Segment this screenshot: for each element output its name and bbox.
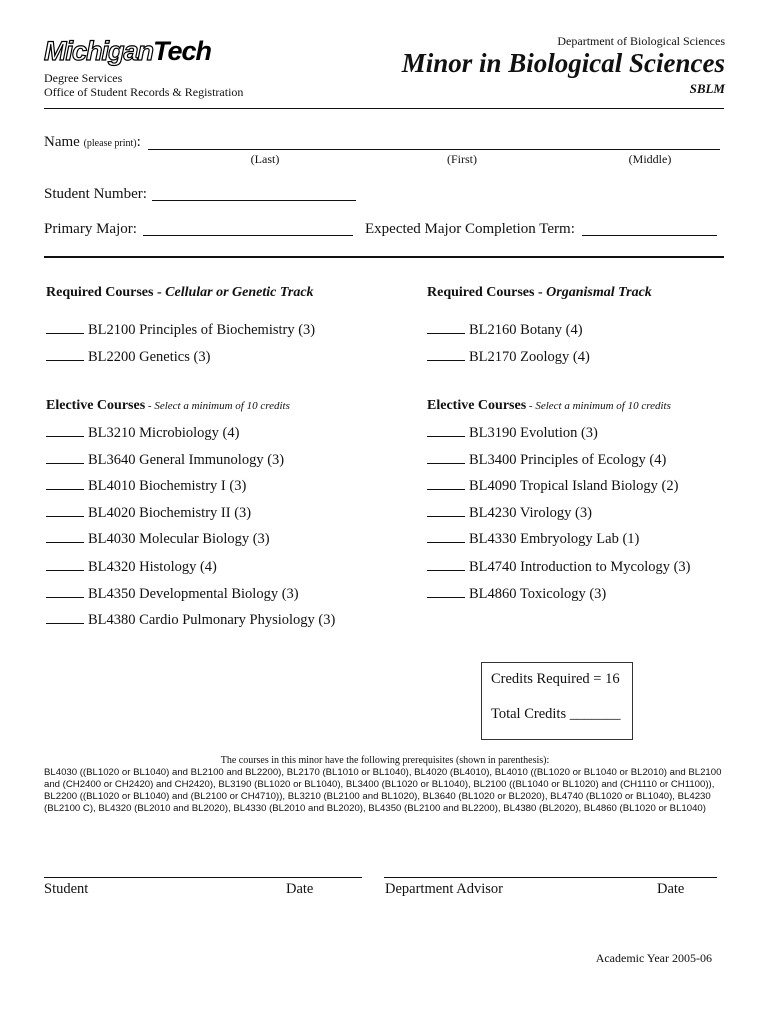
left-required-title: Required Courses - [46, 285, 166, 300]
course-checkbox-blank[interactable] [427, 424, 465, 437]
credits-required: Credits Required = 16 [491, 671, 620, 687]
prereq-heading: The courses in this minor have the following prerequisites (shown in parenthesis): [220, 755, 550, 766]
name-colon: : [136, 134, 141, 150]
course-checkbox-blank[interactable] [427, 451, 465, 464]
michigan-tech-logo [44, 36, 211, 70]
left-required-track: Cellular or Genetic Track [165, 285, 314, 300]
course-checkbox-blank[interactable] [46, 321, 84, 334]
name-field[interactable] [148, 149, 720, 150]
header-divider [44, 108, 724, 109]
course-checkbox-blank[interactable] [46, 451, 84, 464]
department-name: Department of Biological Sciences [557, 34, 725, 48]
course-label: BL3190 Evolution (3) [469, 425, 598, 441]
left-elective-note: - Select a minimum of 10 credits [145, 400, 290, 412]
course-checkbox-blank[interactable] [427, 321, 465, 334]
course-row[interactable] [427, 321, 583, 339]
left-elective-title: Elective Courses [46, 398, 146, 413]
course-checkbox-blank[interactable] [427, 530, 465, 543]
course-row[interactable] [427, 585, 606, 603]
academic-year: Academic Year 2005-06 [595, 951, 712, 965]
program-code: SBLM [689, 81, 725, 96]
course-label: BL4020 Biochemistry II (3) [88, 505, 252, 521]
course-row[interactable] [46, 530, 270, 548]
right-required-title: Required Courses - [427, 285, 547, 300]
student-signature-label: Student [44, 881, 89, 897]
left-required-heading [46, 285, 314, 301]
course-row[interactable] [427, 451, 666, 469]
course-label: BL2200 Genetics (3) [88, 349, 211, 365]
course-checkbox-blank[interactable] [46, 558, 84, 571]
course-label: BL3640 General Immunology (3) [88, 452, 285, 468]
course-label: BL4090 Tropical Island Biology (2) [469, 478, 679, 494]
primary-major-field[interactable] [143, 235, 353, 236]
first-name-caption: (First) [447, 152, 477, 166]
course-checkbox-blank[interactable] [46, 424, 84, 437]
course-row[interactable] [46, 451, 284, 469]
student-date-label: Date [286, 881, 314, 897]
course-checkbox-blank[interactable] [46, 504, 84, 517]
name-label-group [44, 134, 141, 151]
course-row[interactable] [46, 348, 210, 366]
course-row[interactable] [427, 504, 592, 522]
student-number-field[interactable] [152, 200, 356, 201]
course-label: BL4320 Histology (4) [88, 559, 217, 575]
right-elective-note: - Select a minimum of 10 credits [526, 400, 671, 412]
course-row[interactable] [46, 585, 299, 603]
course-checkbox-blank[interactable] [46, 530, 84, 543]
course-row[interactable] [46, 558, 217, 576]
course-checkbox-blank[interactable] [46, 477, 84, 490]
total-credits-field[interactable]: Total Credits _______ [491, 706, 621, 722]
course-label: BL4230 Virology (3) [469, 505, 592, 521]
course-label: BL4350 Developmental Biology (3) [88, 586, 299, 602]
course-label: BL3400 Principles of Ecology (4) [469, 452, 667, 468]
logo-tech: Tech [153, 36, 212, 66]
course-label: BL4860 Toxicology (3) [469, 586, 607, 602]
course-row[interactable] [427, 424, 598, 442]
course-label: BL4380 Cardio Pulmonary Physiology (3) [88, 612, 336, 628]
section-divider [44, 256, 724, 258]
course-row[interactable] [46, 611, 335, 629]
logo-michigan: Michigan [44, 36, 154, 66]
course-row[interactable] [427, 348, 590, 366]
credits-box [481, 662, 633, 740]
course-label: BL4030 Molecular Biology (3) [88, 531, 270, 547]
course-checkbox-blank[interactable] [427, 585, 465, 598]
course-row[interactable] [427, 530, 639, 548]
office-line-1: Degree Services [44, 71, 123, 85]
student-signature-line[interactable] [44, 877, 362, 878]
course-checkbox-blank[interactable] [427, 504, 465, 517]
completion-term-label: Expected Major Completion Term: [365, 221, 575, 237]
name-label: Name [44, 134, 80, 150]
advisor-date-label: Date [657, 881, 685, 897]
right-required-track: Organismal Track [546, 285, 652, 300]
course-row[interactable] [427, 558, 691, 576]
right-elective-title: Elective Courses [427, 398, 527, 413]
course-checkbox-blank[interactable] [427, 477, 465, 490]
course-label: BL2100 Principles of Biochemistry (3) [88, 322, 316, 338]
course-label: BL2160 Botany (4) [469, 322, 583, 338]
course-label: BL4740 Introduction to Mycology (3) [469, 559, 691, 575]
last-name-caption: (Last) [250, 152, 280, 166]
course-label: BL4330 Embryology Lab (1) [469, 531, 640, 547]
course-label: BL2170 Zoology (4) [469, 349, 590, 365]
left-elective-heading [46, 398, 290, 414]
middle-name-caption: (Middle) [628, 152, 672, 166]
course-row[interactable] [46, 504, 251, 522]
course-checkbox-blank[interactable] [427, 558, 465, 571]
primary-major-label: Primary Major: [44, 221, 137, 237]
course-label: BL4010 Biochemistry I (3) [88, 478, 247, 494]
advisor-signature-line[interactable] [384, 877, 717, 878]
course-checkbox-blank[interactable] [46, 348, 84, 361]
course-checkbox-blank[interactable] [46, 585, 84, 598]
course-label: BL3210 Microbiology (4) [88, 425, 240, 441]
course-row[interactable] [427, 477, 678, 495]
name-hint: (please print) [83, 138, 137, 149]
office-line-2: Office of Student Records & Registration [44, 85, 244, 99]
course-row[interactable] [46, 321, 315, 339]
advisor-signature-label: Department Advisor [385, 881, 503, 897]
course-checkbox-blank[interactable] [427, 348, 465, 361]
course-row[interactable] [46, 424, 239, 442]
page-title: Minor in Biological Sciences [401, 48, 725, 78]
student-number-label: Student Number: [44, 186, 147, 202]
right-required-heading [427, 285, 652, 301]
right-elective-heading [427, 398, 671, 414]
course-checkbox-blank[interactable] [46, 611, 84, 624]
course-row[interactable] [46, 477, 246, 495]
completion-term-field[interactable] [582, 235, 717, 236]
prereq-text: BL4030 ((BL1020 or BL1040) and BL2100 and BL2200), BL2170 (BL1010 or BL1040), BL4020 (BL4010), BL4010 ((BL1020 or BL1040 or BL2010) and BL2100 and (CH2400 or CH2420) and CH2420), BL3190 (BL1020 or BL1040), BL3400 (BL1020 or BL1040), BL2100 ((BL1040 or BL1020) and (CH1110 or CH1100)), BL2200 ((BL1020 or BL1040) and (BL2100 or CH4710)), BL3210 (BL2100 and BL1020), BL3640 (BL1020 or BL2020), BL4740 (BL1020 or BL1040), BL4230 (BL2100 C), BL4320 (BL2010 and BL2020), BL4330 (BL2010 and BL2020), BL4350 (BL2100 and BL2200), BL4380 (BL2020), BL4860 (BL1020 or BL1040) [44, 767, 722, 814]
